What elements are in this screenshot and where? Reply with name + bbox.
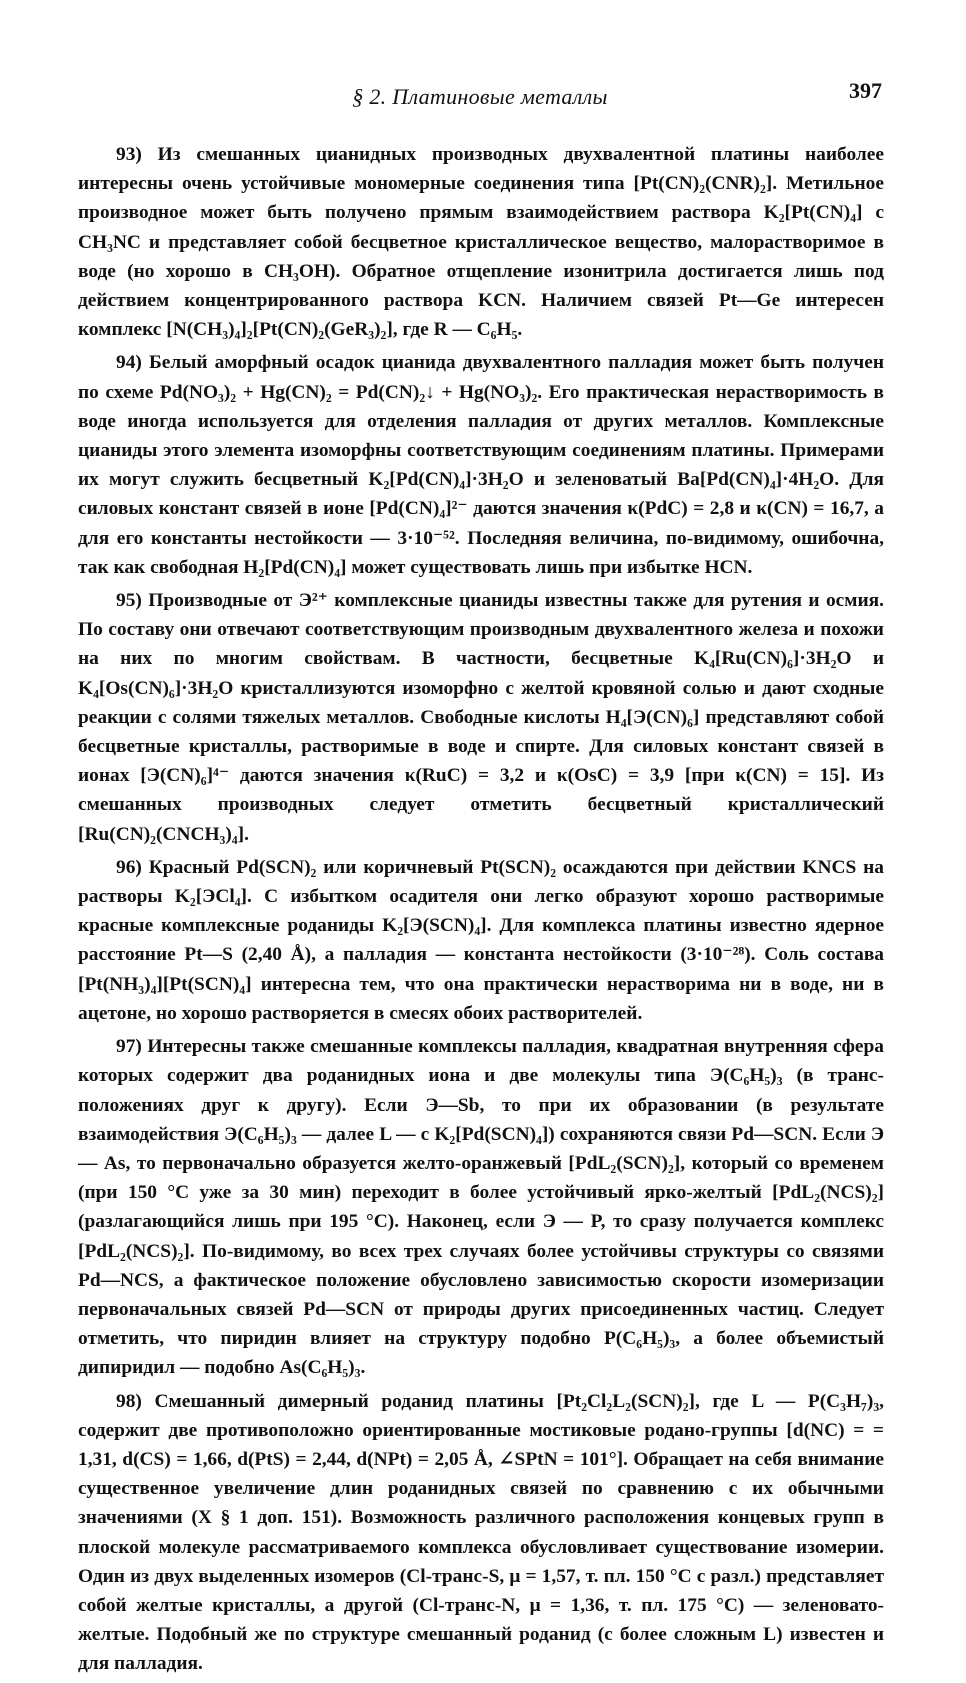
page-body	[78, 140, 884, 1683]
paragraph-94	[78, 348, 884, 582]
paragraph-number: 97)	[116, 1036, 142, 1058]
paragraph-98	[78, 1387, 884, 1679]
paragraph-number: 98)	[116, 1390, 142, 1412]
page-number: 397	[849, 78, 882, 103]
paragraph-text: Белый аморфный осадок цианида двухвалентного палладия может быть получен по схеме Pd(NO₃)₂ + Hg(CN)₂ = Pd(CN)₂↓ + Hg(NO₃)₂. Его практическая нерастворимость в воде иногда используется для отделения палладия от других металлов. Комплексные цианиды этого элемента изоморфны соответствующим соединениям платины. Примерами их могут служить бесцветный K₂[Pd(CN)₄]·3H₂O и зеленоватый Ba[Pd(CN)₄]·4H₂O. Для силовых констант связей в ионе [Pd(CN)₄]²⁻ даются значения κ(PdC) = 2,8 и κ(CN) = 16,7, а для его константы нестойкости — 3·10⁻⁵². Последняя величина, по-видимому, ошибочна, так как свободная H₂[Pd(CN)₄] может существовать лишь при избытке HCN.	[78, 352, 884, 578]
paragraph-95	[78, 586, 884, 849]
paragraph-97	[78, 1032, 884, 1382]
paragraph-number: 94)	[116, 352, 142, 374]
paragraph-96	[78, 853, 884, 1028]
paragraph-text: Интересны также смешанные комплексы палладия, квадратная внутренняя сфера которых содержит два роданидных иона и две молекулы типа Э(C₆H₅)₃ (в транс-положениях друг к другу). Если Э—Sb, то при их образовании (в результате взаимодействия Э(C₆H₅)₃ — далее L — с K₂[Pd(SCN)₄]) сохраняются связи Pd—SCN. Если Э — As, то первоначально образуется желто-оранжевый [PdL₂(SCN)₂], который со временем (при 150 °C уже за 30 мин) переходит в более устойчивый ярко-желтый [PdL₂(NCS)₂] (разлагающийся лишь при 195 °C). Наконец, если Э — P, то сразу получается комплекс [PdL₂(NCS)₂]. По-видимому, во всех трех случаях более устойчивы структуры со связями Pd—NCS, а фактическое положение обусловлено зависимостью скорости изомеризации первоначальных связей Pd—SCN от природы других присоединенных частиц. Следует отметить, что пиридин влияет на структуру подобно P(C₆H₅)₃, а более объемистый дипиридил — подобно As(C₆H₅)₃.	[78, 1036, 884, 1379]
paragraph-number: 95)	[116, 590, 142, 612]
paragraph-text: Смешанный димерный роданид платины [Pt₂Cl₂L₂(SCN)₂], где L — P(C₃H₇)₃, содержит две противоположно ориентированные мостиковые родано-группы [d(NC) = = 1,31, d(CS) = 1,66, d(PtS) = 2,44, d(NPt) = 2,05 Å, ∠SPtN = 101°]. Обращает на себя внимание существенное увеличение длин роданидных связей по сравнению с их обычными значениями (X § 1 доп. 151). Возможность различного расположения концевых групп в плоской молекуле рассматриваемого комплекса обусловливает существование изомерии. Один из двух выделенных изомеров (Cl-транс-S, μ = 1,57, т. пл. 150 °C с разл.) представляет собой желтые кристаллы, а другой (Cl-транс-N, μ = 1,36, т. пл. 175 °C) — зеленовато-желтые. Подобный же по структуре смешанный роданид (с более сложным L) известен и для палладия.	[78, 1390, 884, 1675]
paragraph-text: Красный Pd(SCN)₂ или коричневый Pt(SCN)₂ осаждаются при действии KNCS на растворы K₂[ЭCl₄]. С избытком осадителя они легко образуют хорошо растворимые красные комплексные роданиды K₂[Э(SCN)₄]. Для комплекса платины известно ядерное расстояние Pt—S (2,40 Å), а палладия — константа нестойкости (3·10⁻²⁸). Соль состава [Pt(NH₃)₄][Pt(SCN)₄] интересна тем, что она практически нерастворима ни в воде, ни в ацетоне, но хорошо растворяется в смесях обоих растворителей.	[78, 856, 884, 1024]
paragraph-text: Производные от Э²⁺ комплексные цианиды известны также для рутения и осмия. По составу они отвечают соответствующим производным двухвалентного железа и похожи на них по многим свойствам. В частности, бесцветные K₄[Ru(CN)₆]·3H₂O и K₄[Os(CN)₆]·3H₂O кристаллизуются изоморфно с желтой кровяной солью и дают сходные реакции с солями тяжелых металлов. Свободные кислоты H₄[Э(CN)₆] представляют собой бесцветные кристаллы, растворимые в воде и спирте. Для силовых констант связей в ионах [Э(CN)₆]⁴⁻ даются значения κ(RuC) = 3,2 и κ(OsC) = 3,9 [при κ(CN) = 15]. Из смешанных производных следует отметить бесцветный кристаллический [Ru(CN)₂(CNCH₃)₄].	[78, 590, 884, 845]
paragraph-number: 96)	[116, 856, 142, 878]
paragraph-93	[78, 140, 884, 344]
running-title: § 2. Платиновые металлы	[352, 84, 608, 109]
page-header	[78, 78, 882, 118]
paragraph-text: Из смешанных цианидных производных двухвалентной платины наиболее интересны очень устойчивые мономерные соединения типа [Pt(CN)₂(CNR)₂]. Метильное производное может быть получено прямым взаимодействием раствора K₂[Pt(CN)₄] с CH₃NC и представляет собой бесцветное кристаллическое вещество, малорастворимое в воде (но хорошо в CH₃OH). Обратное отщепление изонитрила достигается лишь под действием концентрированного раствора KCN. Наличием связей Pt—Ge интересен комплекс [N(CH₃)₄]₂[Pt(CN)₂(GeR₃)₂], где R — C₆H₅.	[78, 144, 884, 341]
paragraph-number: 93)	[116, 144, 142, 165]
